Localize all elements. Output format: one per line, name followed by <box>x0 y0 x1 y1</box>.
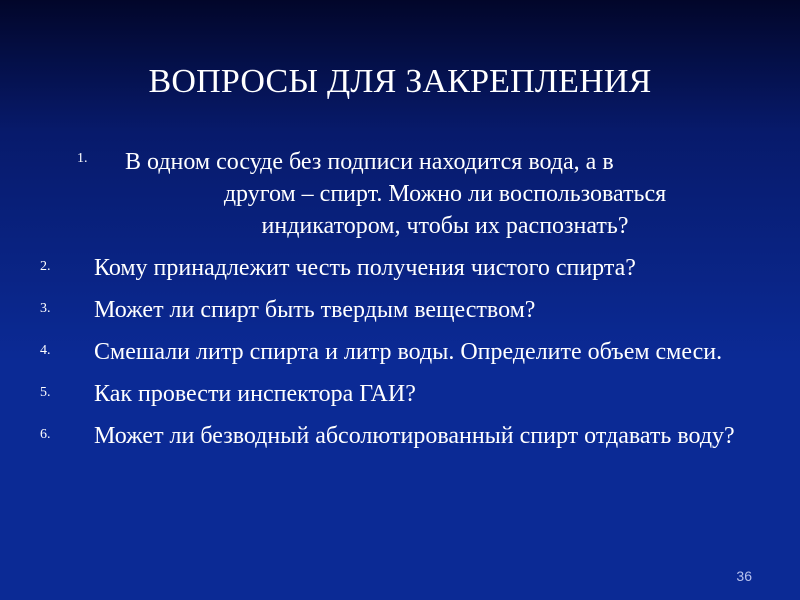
question-item <box>40 379 760 411</box>
question-item <box>40 337 760 369</box>
question-item <box>40 421 760 453</box>
question-number: 4. <box>40 342 51 358</box>
question-1-line-2: другом – спирт. Можно ли воспользоваться <box>223 181 667 208</box>
question-number: 3. <box>40 300 51 316</box>
question-item <box>40 253 760 285</box>
question-1-line-3: индикатором, чтобы их распознать? <box>261 213 629 240</box>
question-text: Может ли безводный абсолютированный спирт отдавать воду? <box>94 422 735 449</box>
question-number: 1. <box>77 151 88 166</box>
slide-title: ВОПРОСЫ ДЛЯ ЗАКРЕПЛЕНИЯ <box>148 63 652 100</box>
question-number: 2. <box>40 259 51 274</box>
question-1-line-1: В одном сосуде без подписи находится вода, а в <box>125 149 614 175</box>
question-list <box>40 253 760 463</box>
question-text: Может ли спирт быть твердым веществом? <box>94 296 536 323</box>
question-number: 6. <box>40 426 51 442</box>
question-item <box>40 295 760 327</box>
question-text: Кому принадлежит честь получения чистого спирта? <box>94 255 636 281</box>
page-number: 36 <box>736 568 752 584</box>
question-text: Как провести инспектора ГАИ? <box>94 380 416 407</box>
question-text: Смешали литр спирта и литр воды. Определите объем смеси. <box>94 338 723 365</box>
question-number: 5. <box>40 384 51 400</box>
question-1 <box>77 146 765 242</box>
